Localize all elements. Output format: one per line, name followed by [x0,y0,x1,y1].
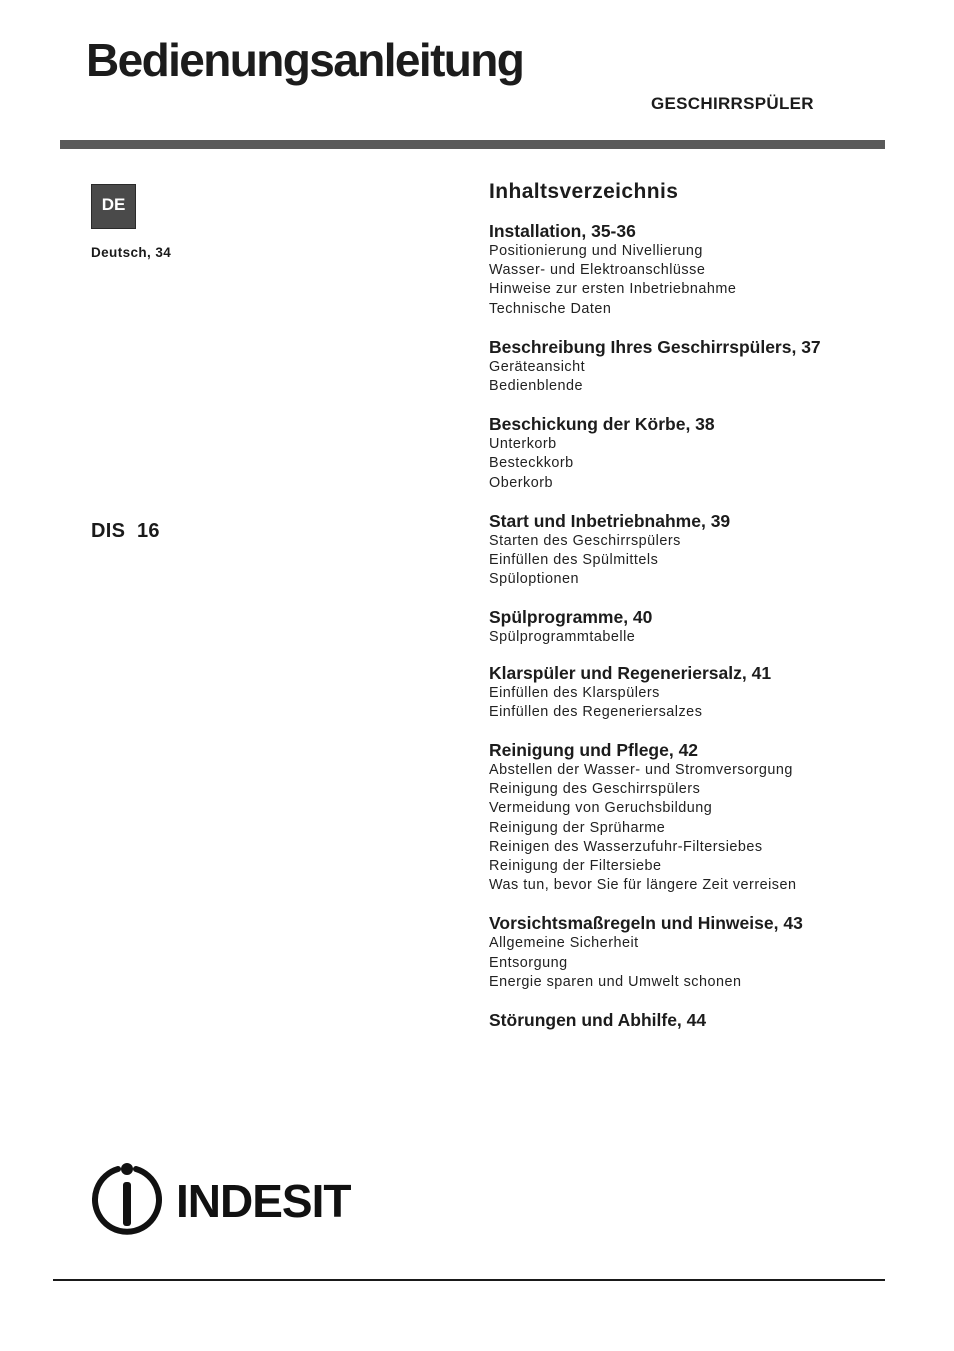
toc-section-title: Beschickung der Körbe, 38 [489,414,715,435]
toc-item: Reinigung der Sprüharme [489,819,666,836]
toc-section [489,510,909,590]
toc-section [489,606,909,647]
toc-item: Was tun, bevor Sie für längere Zeit verreisen [489,877,797,894]
toc-item: Unterkorb [489,436,557,453]
toc-section-title: Spülprogramme, 40 [489,607,653,628]
indesit-wordmark: INDESIT [176,1175,351,1227]
toc-section [489,1009,909,1031]
table-of-contents [489,178,909,1048]
toc-section [489,336,909,396]
toc-section-title: Klarspüler und Regeneriersalz, 41 [489,662,772,683]
page-title: Bedienungsanleitung [86,34,524,86]
toc-item: Vermeidung von Geruchsbildung [489,800,713,817]
toc-item: Einfüllen des Regeneriersalzes [489,703,703,720]
toc-item: Allgemeine Sicherheit [489,935,639,952]
toc-section-title: Installation, 35-36 [489,221,636,241]
toc-section [489,220,909,319]
toc-item: Entsorgung [489,954,568,971]
toc-sections [489,220,909,1031]
toc-item: Einfüllen des Spülmittels [489,552,659,569]
toc-section-title: Beschreibung Ihres Geschirrspülers, 37 [489,336,821,357]
toc-section [489,912,909,992]
toc-item: Geräteansicht [489,358,586,375]
indesit-i-logo-icon [95,1163,159,1232]
toc-item: Positionierung und Nivellierung [489,243,703,259]
toc-item: Abstellen der Wasser- und Stromversorgung [489,762,793,779]
indesit-logo [92,1160,382,1240]
toc-item: Wasser- und Elektroanschlüsse [489,262,706,279]
toc-item: Reinigung der Filtersiebe [489,858,662,875]
footer-divider [53,1279,885,1281]
toc-section-title: Reinigung und Pflege, 42 [489,740,699,761]
model-number: DIS 16 [91,520,160,542]
toc-item: Energie sparen und Umwelt schonen [489,973,742,990]
product-category: GESCHIRRSPÜLER [651,94,814,113]
toc-item: Besteckkorb [489,455,574,472]
toc-section-title: Vorsichtsmaßregeln und Hinweise, 43 [489,913,803,934]
toc-item: Einfüllen des Klarspülers [489,684,660,701]
toc-item: Reinigen des Wasserzufuhr-Filtersiebes [489,838,763,855]
language-page-label: Deutsch, 34 [91,245,172,260]
header-divider [60,140,885,149]
toc-item: Starten des Geschirrspülers [489,532,681,549]
toc-item: Hinweise zur ersten Inbetriebnahme [489,281,737,298]
toc-item: Spülprogrammtabelle [489,629,636,646]
toc-heading: Inhaltsverzeichnis [489,180,679,203]
toc-item: Reinigung des Geschirrspülers [489,781,701,798]
toc-section [489,413,909,493]
language-badge: DE [91,184,136,229]
toc-section [489,739,909,895]
toc-item: Bedienblende [489,378,584,395]
toc-section [489,662,909,722]
toc-section-title: Störungen und Abhilfe, 44 [489,1010,707,1031]
toc-item: Spüloptionen [489,571,580,588]
toc-item: Oberkorb [489,474,553,491]
toc-item: Technische Daten [489,300,612,317]
toc-section-title: Start und Inbetriebnahme, 39 [489,510,731,531]
